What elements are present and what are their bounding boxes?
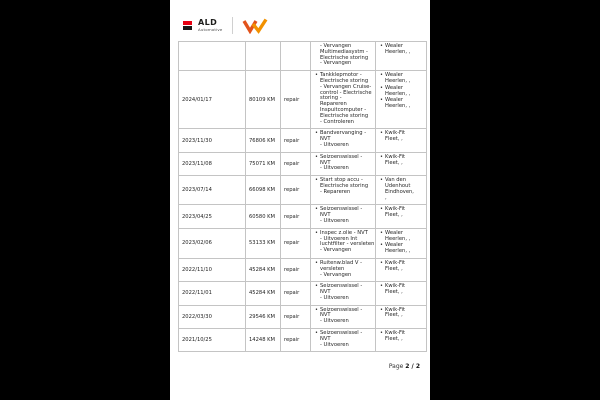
odometer-cell: 29546 KM	[246, 305, 281, 328]
text-line: Seizoenswissel -	[320, 306, 363, 313]
text-line: Wealer	[385, 242, 403, 249]
bullet-icon	[313, 44, 320, 67]
supplier-cell	[376, 228, 427, 258]
type-cell: repair	[281, 282, 311, 305]
description-cell	[311, 305, 376, 328]
text-line: Repareren	[320, 101, 347, 108]
type-cell: repair	[281, 305, 311, 328]
supplier-text	[385, 243, 424, 255]
page-number	[389, 363, 420, 370]
supplier-text	[385, 155, 424, 167]
supplier-cell	[376, 129, 427, 152]
date-cell: 2023/02/06	[179, 228, 246, 258]
supplier-text	[385, 73, 424, 85]
text-line: Wealer	[385, 229, 403, 236]
table-row	[179, 71, 427, 129]
bullet-icon: •	[380, 43, 383, 49]
list-item	[378, 284, 424, 296]
bullet-icon: •	[315, 330, 318, 337]
text-line: - Uitvoeren Int	[320, 235, 358, 242]
text-line: Fleet, ,	[385, 335, 403, 342]
list-item	[313, 131, 373, 148]
brand-subtitle: Automotive	[198, 26, 223, 32]
bullet-icon: •	[380, 130, 383, 137]
date-cell: 2023/04/25	[179, 205, 246, 228]
table-row	[179, 282, 427, 305]
bullet-icon: •	[380, 283, 383, 290]
text-line: Wealer	[385, 43, 403, 49]
list-item	[378, 131, 424, 143]
table-row	[179, 329, 427, 352]
text-line: NVT	[320, 136, 331, 143]
bullet-icon: •	[380, 153, 383, 160]
list-item	[313, 44, 373, 67]
text-line: ,	[385, 194, 387, 201]
description-cell	[311, 176, 376, 205]
wealer-w-icon	[242, 17, 269, 34]
description-cell	[311, 152, 376, 175]
text-line: Electrische storing	[320, 77, 369, 84]
text-line: Fleet, ,	[385, 265, 403, 272]
list-item	[378, 98, 424, 110]
text-line: Seizoenswissel -	[320, 206, 363, 213]
supplier-text	[385, 98, 424, 110]
text-line: - Uitvoeren	[320, 341, 349, 348]
text-line: Wealer	[385, 84, 403, 91]
date-cell: 2023/07/14	[179, 176, 246, 205]
bullet-icon: •	[315, 153, 318, 160]
text-line: Electrische storing	[320, 54, 369, 61]
bullet-icon: •	[315, 177, 318, 184]
text-line: Kwik-Fit	[385, 259, 406, 266]
odometer-cell: 53133 KM	[246, 228, 281, 258]
text-line: Kwik-Fit	[385, 306, 406, 313]
description-text	[320, 231, 373, 254]
supplier-cell	[376, 176, 427, 205]
supplier-cell	[376, 71, 427, 129]
list-item	[313, 308, 373, 325]
supplier-text	[385, 86, 424, 98]
text-line: Seizoenswissel -	[320, 283, 363, 290]
supplier-cell	[376, 152, 427, 175]
list-item	[378, 155, 424, 167]
description-text	[320, 131, 373, 148]
text-line: - Vervangen	[320, 60, 352, 67]
type-cell: repair	[281, 205, 311, 228]
text-line: Udenhout	[385, 182, 411, 189]
date-cell	[179, 42, 246, 71]
bullet-icon: •	[380, 259, 383, 266]
bullet-icon: •	[380, 229, 383, 236]
text-line: Eindhoven,	[385, 188, 414, 195]
odometer-cell: 45284 KM	[246, 282, 281, 305]
date-cell: 2023/11/30	[179, 129, 246, 152]
text-line: - Repareren	[320, 188, 351, 195]
text-line: - Vervangen Cruise-	[320, 83, 372, 90]
supplier-text	[385, 308, 424, 320]
date-cell: 2023/11/08	[179, 152, 246, 175]
odometer-cell: 76806 KM	[246, 129, 281, 152]
text-line: Fleet, ,	[385, 159, 403, 166]
type-cell: repair	[281, 176, 311, 205]
type-cell: repair	[281, 129, 311, 152]
text-line: Wealer	[385, 72, 403, 79]
description-cell	[311, 42, 376, 71]
text-line: versleten	[320, 265, 345, 272]
table-row	[179, 129, 427, 152]
text-line: - Uitvoeren	[320, 294, 349, 301]
text-line: Van den	[385, 177, 407, 184]
text-line: NVT	[320, 312, 331, 319]
description-text	[320, 261, 373, 278]
odometer-cell	[246, 42, 281, 71]
supplier-cell	[376, 42, 427, 71]
bullet-icon: •	[315, 130, 318, 137]
supplier-cell	[376, 205, 427, 228]
page-value: 2 / 2	[405, 363, 420, 370]
text-line: Kwik-Fit	[385, 283, 406, 290]
list-item	[313, 207, 373, 224]
bullet-icon: •	[315, 72, 318, 79]
list-item	[378, 207, 424, 219]
table-row	[179, 42, 427, 71]
bullet-icon: •	[380, 330, 383, 337]
list-item	[378, 231, 424, 243]
date-cell: 2022/11/10	[179, 258, 246, 281]
list-item	[378, 308, 424, 320]
list-item	[378, 73, 424, 85]
date-cell: 2024/01/17	[179, 71, 246, 129]
text-line: - Vervangen	[320, 271, 352, 278]
service-history-body	[179, 42, 427, 352]
text-line: Seizoenswissel -	[320, 153, 363, 160]
supplier-cell	[376, 258, 427, 281]
list-item	[313, 178, 373, 195]
table-row	[179, 152, 427, 175]
table-row	[179, 228, 427, 258]
text-line: Heerlen, ,	[385, 235, 411, 242]
bullet-icon: •	[380, 306, 383, 313]
description-text	[320, 178, 373, 195]
supplier-text	[385, 231, 424, 243]
description-text	[320, 207, 373, 224]
list-item	[313, 155, 373, 172]
text-line: Wealer	[385, 97, 403, 104]
supplier-text	[385, 207, 424, 219]
text-line: - Vervangen	[320, 43, 352, 49]
text-line: NVT	[320, 289, 331, 296]
bullet-icon: •	[380, 84, 383, 91]
bullet-icon: •	[380, 72, 383, 79]
text-line: Seizoenswissel -	[320, 330, 363, 337]
text-line: Kwik-Fit	[385, 153, 406, 160]
date-cell: 2021/10/25	[179, 329, 246, 352]
brand-name: ALD	[198, 17, 218, 27]
text-line: Kwik-Fit	[385, 206, 406, 213]
list-item	[378, 243, 424, 255]
list-item	[313, 73, 373, 125]
supplier-text	[385, 44, 424, 56]
text-line: - Uitvoeren	[320, 318, 349, 325]
type-cell: repair	[281, 258, 311, 281]
text-line: Heerlen, ,	[385, 248, 411, 255]
text-line: NVT	[320, 212, 331, 219]
odometer-cell: 60580 KM	[246, 205, 281, 228]
type-cell: repair	[281, 228, 311, 258]
description-cell	[311, 71, 376, 129]
odometer-cell: 75071 KM	[246, 152, 281, 175]
text-line: Fleet, ,	[385, 136, 403, 143]
page-label: Page	[388, 363, 404, 370]
text-line: - Controleren	[320, 118, 354, 125]
text-line: Fleet, ,	[385, 289, 403, 296]
list-item	[313, 261, 373, 278]
list-item	[378, 331, 424, 343]
text-line: Heerlen, ,	[385, 77, 411, 84]
text-line: Heerlen, ,	[385, 90, 411, 97]
description-text	[320, 308, 373, 325]
list-item	[378, 86, 424, 98]
date-cell: 2022/03/30	[179, 305, 246, 328]
text-line: Multimediasystm -	[320, 48, 368, 55]
supplier-text	[385, 131, 424, 143]
text-line: - Uitvoeren	[320, 165, 349, 172]
description-cell	[311, 329, 376, 352]
text-line: Fleet, ,	[385, 312, 403, 319]
text-line: Start stop accu -	[320, 177, 363, 184]
bullet-icon: •	[380, 206, 383, 213]
table-row	[179, 305, 427, 328]
bullet-icon: •	[315, 206, 318, 213]
table-row	[179, 205, 427, 228]
list-item	[378, 44, 424, 56]
description-text	[320, 44, 373, 67]
logo-divider	[232, 17, 233, 34]
text-line: - Uitvoeren	[320, 217, 349, 224]
description-cell	[311, 228, 376, 258]
list-item	[378, 261, 424, 273]
bullet-icon: •	[315, 229, 318, 236]
text-line: storing -	[320, 95, 342, 102]
text-line: Kwik-Fit	[385, 330, 406, 337]
type-cell: repair	[281, 152, 311, 175]
text-line: Kwik-Fit	[385, 130, 406, 137]
text-line: Inspuitcomputer -	[320, 106, 367, 113]
list-item	[313, 231, 373, 254]
date-cell: 2022/11/01	[179, 282, 246, 305]
list-item	[313, 284, 373, 301]
odometer-cell: 80109 KM	[246, 71, 281, 129]
bullet-icon: •	[315, 259, 318, 266]
text-line: luchtfilter - versleten	[320, 241, 375, 248]
text-line: Heerlen, ,	[385, 103, 411, 110]
description-cell	[311, 205, 376, 228]
text-line: NVT	[320, 159, 331, 166]
description-text	[320, 73, 373, 125]
text-line: NVT	[320, 335, 331, 342]
description-text	[320, 284, 373, 301]
bullet-icon: •	[315, 306, 318, 313]
description-text	[320, 331, 373, 348]
supplier-cell	[376, 305, 427, 328]
bullet-icon: •	[380, 242, 383, 249]
list-item	[313, 331, 373, 348]
list-item	[378, 178, 424, 201]
odometer-cell: 14248 KM	[246, 329, 281, 352]
supplier-text	[385, 331, 424, 343]
service-history-table	[178, 41, 427, 352]
text-line: Ruitenw.blad V -	[320, 259, 362, 266]
ald-logo	[198, 19, 223, 32]
table-row	[179, 176, 427, 205]
supplier-text	[385, 284, 424, 296]
type-cell: repair	[281, 71, 311, 129]
description-text	[320, 155, 373, 172]
text-line: Fleet, ,	[385, 212, 403, 219]
text-line: Inspec z.olie - NVT	[320, 229, 368, 236]
text-line: - Vervangen	[320, 247, 352, 254]
text-line: Electrische storing	[320, 182, 369, 189]
description-cell	[311, 258, 376, 281]
odometer-cell: 45284 KM	[246, 258, 281, 281]
type-cell: repair	[281, 329, 311, 352]
brand-header	[183, 13, 269, 37]
text-line: Electrische storing	[320, 112, 369, 119]
document-page	[170, 0, 430, 400]
bullet-icon: •	[380, 177, 383, 184]
bullet-icon: •	[380, 97, 383, 104]
text-line: Tankklepmotor -	[320, 72, 362, 79]
type-cell	[281, 42, 311, 71]
supplier-cell	[376, 282, 427, 305]
odometer-cell: 66098 KM	[246, 176, 281, 205]
text-line: Heerlen, ,	[385, 48, 411, 55]
ald-square-icon	[183, 21, 192, 30]
supplier-cell	[376, 329, 427, 352]
description-cell	[311, 129, 376, 152]
text-line: - Uitvoeren	[320, 141, 349, 148]
bullet-icon: •	[315, 283, 318, 290]
supplier-text	[385, 261, 424, 273]
table-row	[179, 258, 427, 281]
supplier-text	[385, 178, 424, 201]
text-line: Bandvervanging -	[320, 130, 367, 137]
description-cell	[311, 282, 376, 305]
text-line: control - Electrische	[320, 89, 372, 96]
